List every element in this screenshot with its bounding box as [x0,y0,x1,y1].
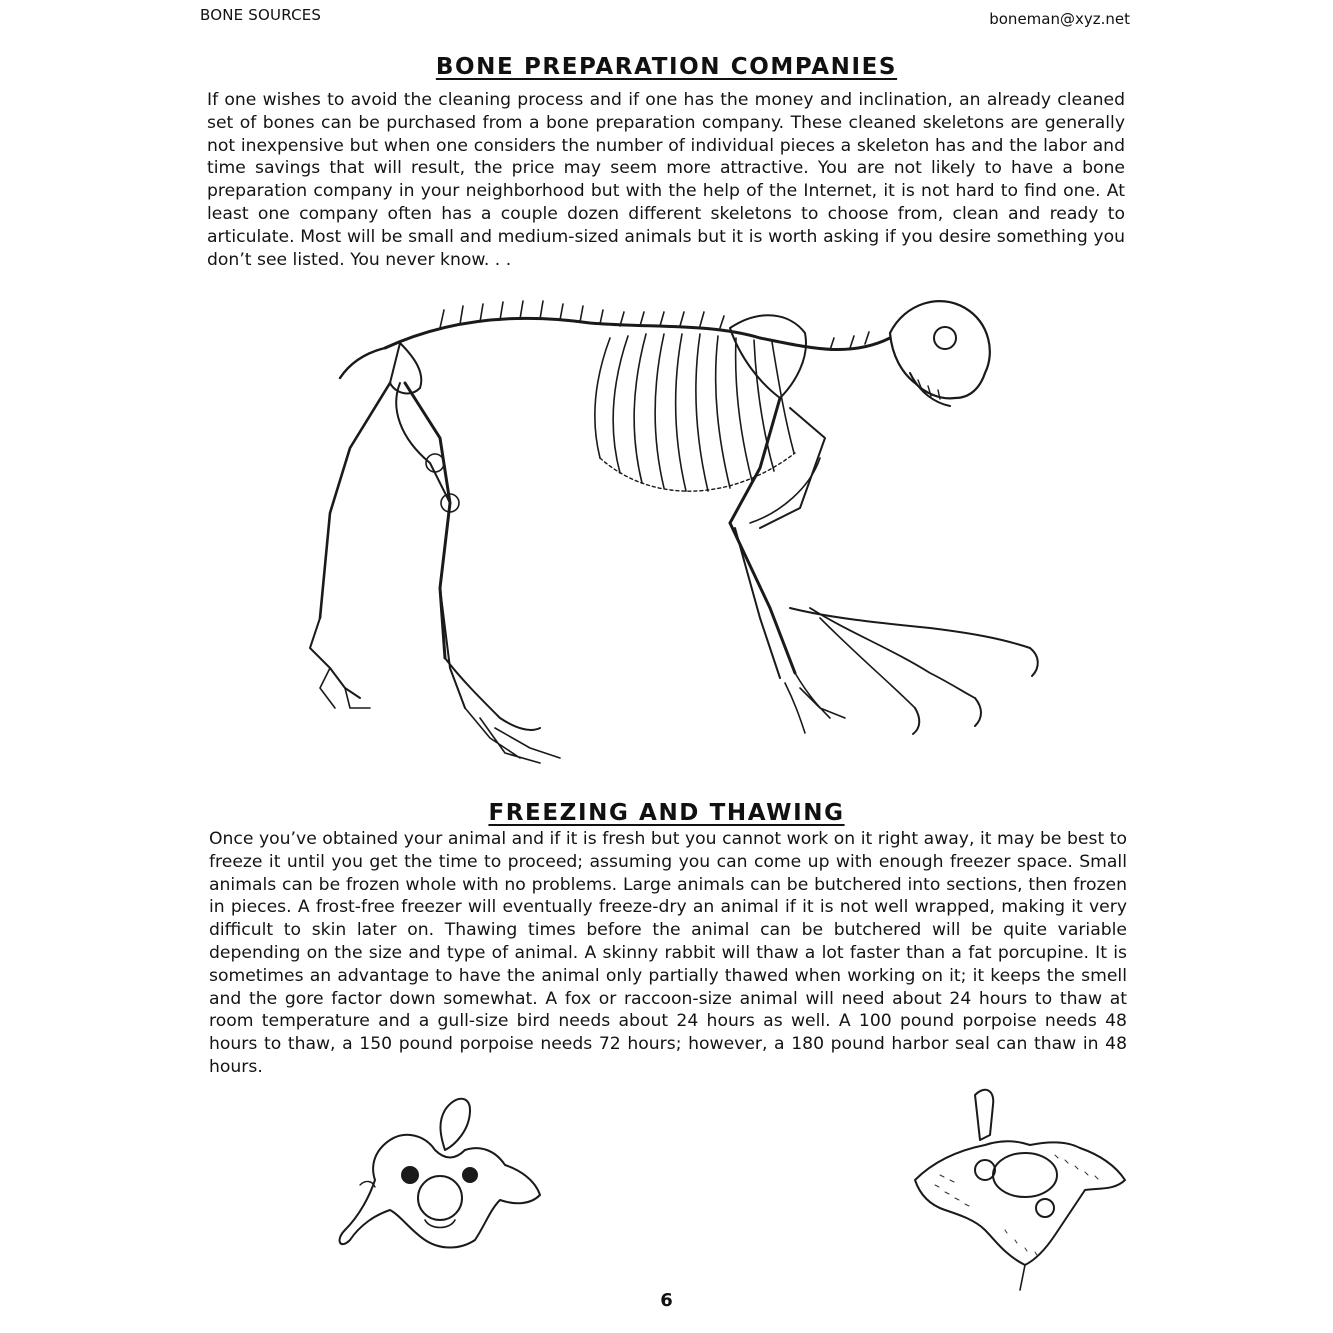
paragraph-bone-preparation: If one wishes to avoid the cleaning process and if one has the money and inclination, an already cleaned set of bones can be purchased from a bone preparation company. These cleaned skeletons are generally not inexpensive but when one considers the number of individual pieces a skeleton has and the labor and time savings that will result, the price may seem more attractive. You are not likely to have a bone preparation company in your neighborhood but with the help of the Internet, it is not hard to find one. At least one company often has a couple dozen different skeletons to choose from, clean and ready to articulate. Most will be small and medium-sized animals but it is worth asking if you desire something you don’t see listed. You never know. . . [207,90,1125,270]
paragraph-freezing-thawing: Once you’ve obtained your animal and if it is fresh but you cannot work on it right away, it may be best to freeze it until you get the time to proceed; assuming you can come up with enough freezer space. Small animals can be frozen whole with no problems. Large animals can be butchered into sections, then frozen in pieces. A frost-free freezer will eventually freeze-dry an animal if it is not well wrapped, making it very difficult to skin later on. Thawing times before the animal can be butchered will be quite variable depending on the size and type of animal. A skinny rabbit will thaw a lot faster than a fat porcupine. It is sometimes an advantage to have the animal only partially thawed when working on it; it keeps the smell and the gore factor down somewhat. A fox or raccoon-size animal will need about 24 hours to thaw at room temperature and a gull-size bird needs about 24 hours as well. A 100 pound porpoise needs 48 hours to thaw, a 150 pound porpoise needs 72 hours; however, a 180 pound harbor seal can thaw in 48 hours. [209,829,1127,1077]
page-number: 6 [660,1290,673,1311]
vertebra-illustration-right [905,1080,1135,1300]
running-head-title: BONE SOURCES [200,6,322,24]
animal-skeleton-illustration [290,288,1050,788]
running-head-email: boneman@xyz.net [989,10,1130,28]
section-title-freezing-thawing: FREEZING AND THAWING [488,800,845,826]
section-title-bone-preparation: BONE PREPARATION COMPANIES [435,54,898,80]
vertebra-illustration-left [330,1090,560,1280]
